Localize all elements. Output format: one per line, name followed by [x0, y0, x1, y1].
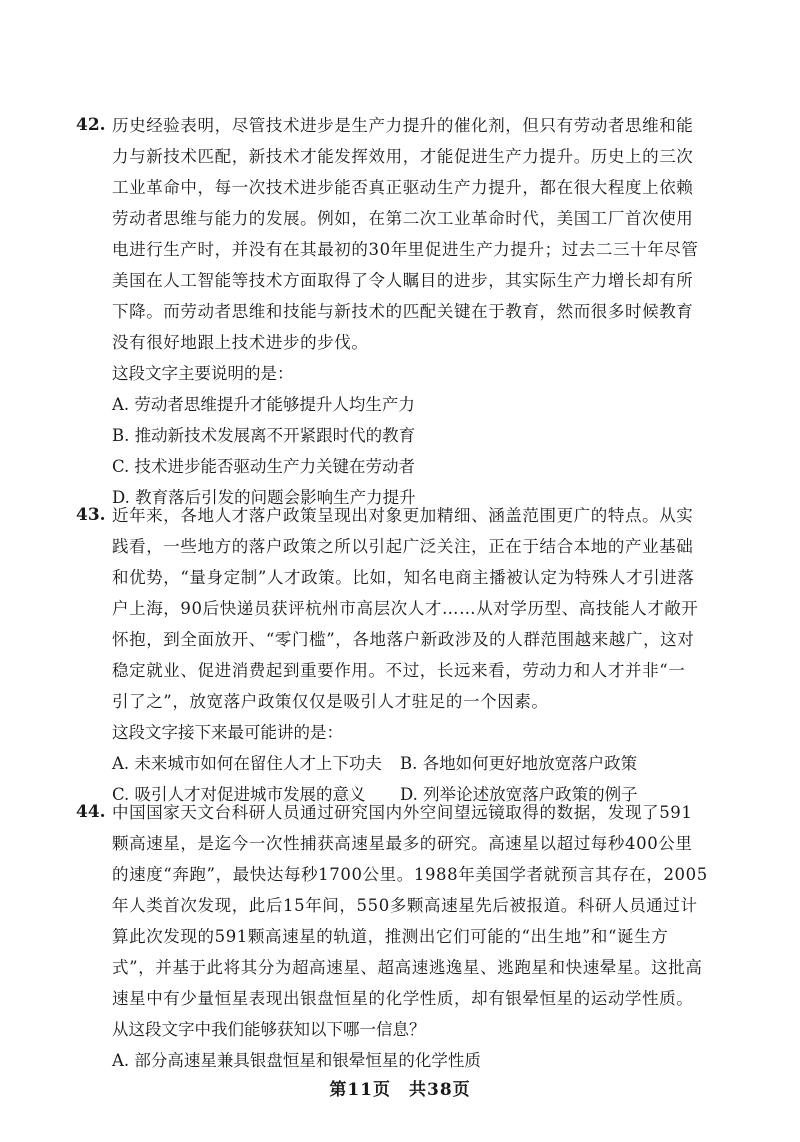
question-number: 44. — [76, 802, 106, 822]
option-b: B. 各地如何更好地放宽落户政策 — [400, 754, 638, 773]
question-number: 43. — [76, 505, 106, 525]
question-text-line: 年人类首次发现，此后15年间，550多颗高速星先后被报道。科研人员通过计 — [112, 896, 698, 915]
question-text-line: 引了之”，放宽落户政策仅仅是吸引人才驻足的一个因素。 — [112, 692, 549, 711]
question-text-line: 工业革命中，每一次技术进步能否真正驱动生产力提升，都在很大程度上依赖 — [112, 178, 694, 197]
option-a: A. 未来城市如何在留住人才上下功夫 — [112, 754, 382, 773]
question-prompt: 这段文字接下来最可能讲的是： — [112, 723, 343, 742]
question-text-line: 式”，并基于此将其分为超高速星、超高速逃逸星、逃跑星和快速晕星。这批高 — [112, 958, 703, 977]
option-c: C. 技术进步能否驱动生产力关键在劳动者 — [112, 457, 416, 476]
question-text-line: 劳动者思维与能力的发展。例如，在第二次工业革命时代，美国工厂首次使用 — [112, 209, 694, 228]
question-text-line: 近年来，各地人才落户政策呈现出对象更加精细、涵盖范围更广的特点。从实 — [112, 506, 694, 525]
question-42 — [76, 110, 722, 513]
question-text-line: 中国国家天文台科研人员通过研究国内外空间望远镜取得的数据，发现了591 — [112, 803, 693, 822]
question-text-line: 践看，一些地方的落户政策之所以引起广泛关注，正在于结合本地的产业基础 — [112, 537, 694, 556]
question-prompt: 从这段文字中我们能够获知以下哪一信息？ — [112, 1020, 426, 1039]
question-text-line: 没有很好地跟上技术进步的步伐。 — [112, 333, 369, 352]
question-44 — [76, 797, 722, 1076]
question-text-line: 稳定就业、促进消费起到重要作用。不过，长远来看，劳动力和人才并非“一 — [112, 661, 686, 680]
option-a: A. 劳动者思维提升才能够提升人均生产力 — [112, 395, 415, 414]
question-43 — [76, 500, 722, 810]
question-text-line: 和优势，“量身定制”人才政策。比如，知名电商主播被认定为特殊人才引进落 — [112, 568, 695, 587]
question-text-line: 力与新技术匹配，新技术才能发挥效用，才能促进生产力提升。历史上的三次 — [112, 147, 694, 166]
option-b: B. 推动新技术发展离不开紧跟时代的教育 — [112, 426, 416, 445]
question-prompt: 这段文字主要说明的是： — [112, 364, 294, 383]
question-text-line: 颗高速星，是迄今一次性捕获高速星最多的研究。高速星以超过每秒400公里 — [112, 834, 693, 853]
question-text-line: 速星中有少量恒星表现出银盘恒星的化学性质，却有银晕恒星的运动学性质。 — [112, 989, 694, 1008]
question-text-line: 怀抱，到全面放开、“零门槛”，各地落户新政涉及的人群范围越来越广，这对 — [112, 630, 695, 649]
question-text-line: 历史经验表明，尽管技术进步是生产力提升的催化剂，但只有劳动者思维和能 — [112, 116, 694, 135]
option-d: D. 教育落后引发的问题会影响生产力提升 — [112, 488, 416, 507]
question-text-line: 算此次发现的591颗高速星的轨道，推测出它们可能的“出生地”和“诞生方 — [112, 927, 669, 946]
question-text-line: 美国在人工智能等技术方面取得了令人瞩目的进步，其实际生产力增长却有所 — [112, 271, 694, 290]
page-footer: 第11页 共38页 — [329, 1080, 471, 1100]
option-c: C. 吸引人才对促进城市发展的意义 — [112, 785, 366, 804]
question-text-line: 的速度“奔跑”，最快达每秒1700公里。1988年美国学者就预言其存在，2005 — [112, 865, 708, 884]
question-number: 42. — [76, 115, 106, 135]
option-d: D. 列举论述放宽落户政策的例子 — [400, 785, 638, 804]
question-text-line: 户上海，90后快递员获评杭州市高层次人才……从对学历型、高技能人才敞开 — [112, 599, 699, 618]
option-a: A. 部分高速星兼具银盘恒星和银晕恒星的化学性质 — [112, 1051, 481, 1070]
question-text-line: 下降。而劳动者思维和技能与新技术的匹配关键在于教育，然而很多时候教育 — [112, 302, 694, 321]
question-text-line: 电进行生产时，并没有在其最初的30年里促进生产力提升；过去二三十年尽管 — [112, 240, 699, 259]
